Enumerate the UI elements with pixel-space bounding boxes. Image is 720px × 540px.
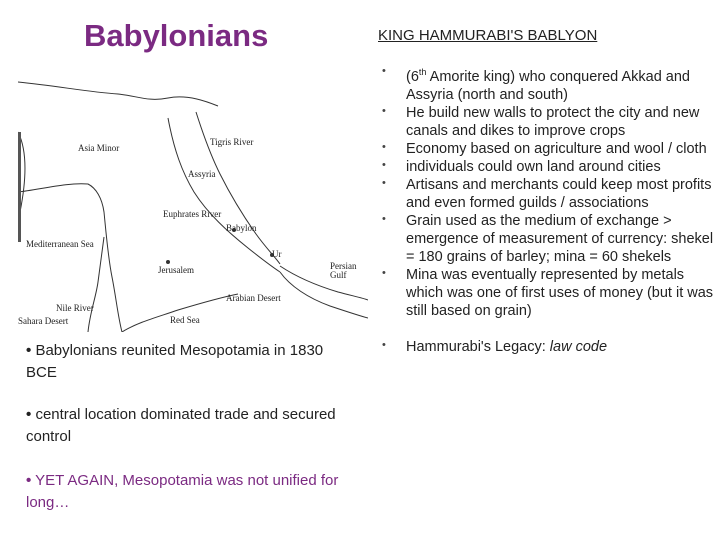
map-label-euphrates: Euphrates River [163, 209, 222, 219]
list-item-text: Economy based on agriculture and wool / cloth [406, 140, 707, 157]
map-label-mediterranean: Mediterranean Sea [26, 239, 94, 249]
list-item-text [406, 69, 690, 103]
map-label-asia-minor: Asia Minor [78, 143, 120, 153]
map-drawing [18, 72, 368, 332]
north-coastline [18, 82, 218, 106]
list-item-text: Grain used as the medium of exchange > emergence of measurement of currency: shekel = 180 grains of barley; mina = 60 shekels [406, 212, 714, 265]
bullet-glyph: • [382, 104, 386, 117]
red-sea [122, 294, 238, 332]
intro-rest: Amorite king) who conquered Akkad and Assyria (north and south) [406, 68, 690, 103]
bullet-dot: • [26, 472, 32, 489]
bullet-text: central location dominated trade and secured control [26, 406, 336, 445]
list-item-text [406, 339, 607, 355]
list-item-economy [378, 140, 714, 158]
bullet-glyph: • [382, 140, 386, 153]
section-heading: KING HAMMURABI'S BABLYON [378, 27, 598, 44]
map-label-ur: Ur [272, 249, 282, 259]
list-item-legacy [378, 338, 714, 356]
list-item-text: He build new walls to protect the city and new canals and dikes to improve crops [406, 104, 700, 139]
nile-river [88, 237, 104, 332]
list-item-text: Artisans and merchants could keep most profits and even formed guilds / associations [406, 176, 712, 211]
map-label-red-sea: Red Sea [170, 315, 200, 325]
list-item-text: individuals could own land around cities [406, 158, 661, 175]
bullet-text: Babylonians reunited Mesopotamia in 1830 BCE [26, 342, 324, 381]
list-item-intro [378, 64, 714, 104]
list-item-walls [378, 104, 714, 140]
list-item-grain [378, 212, 714, 266]
list-item-land [378, 158, 714, 176]
bullet-glyph: • [382, 266, 386, 279]
bullet-glyph: • [382, 212, 386, 225]
bullet-dot: • [26, 342, 32, 359]
intro-prefix: (6 [406, 68, 419, 85]
map-label-babylon: Babylon [226, 223, 257, 233]
left-bullet-reunited [26, 340, 356, 384]
bullet-dot: • [26, 406, 32, 423]
map-label-arabian-desert: Arabian Desert [226, 293, 281, 303]
jerusalem-marker [166, 260, 170, 264]
bullet-glyph: • [382, 65, 386, 77]
map-label-sahara: Sahara Desert [18, 316, 69, 326]
legacy-value: law code [549, 338, 608, 355]
list-item-artisans [378, 176, 714, 212]
page-title: Babylonians [84, 18, 269, 53]
map-label-jerusalem: Jerusalem [158, 265, 194, 275]
legacy-label: Hammurabi's Legacy: [406, 338, 550, 355]
list-item-text: Mina was eventually represented by metals which was one of first uses of money (but it was still based on grain) [406, 266, 714, 319]
list-item-mina [378, 266, 714, 320]
left-bullet-not-unified [26, 470, 356, 514]
map-label-tigris: Tigris River [210, 137, 254, 147]
hammurabi-bullet-list [378, 64, 714, 356]
bullet-text: YET AGAIN, Mesopotamia was not unified for long… [26, 472, 339, 511]
tigris-river [196, 112, 280, 264]
bullet-glyph: • [382, 176, 386, 189]
bullet-glyph: • [382, 158, 386, 171]
left-bullet-trade [26, 404, 356, 448]
map-label-assyria: Assyria [188, 169, 216, 179]
intro-ordinal-suffix: th [418, 67, 427, 77]
map-border-stroke [18, 132, 21, 242]
mesopotamia-map [18, 72, 368, 332]
map-label-persian-gulf: Persian Gulf [330, 261, 357, 281]
map-label-nile: Nile River [56, 303, 94, 313]
bullet-glyph: • [382, 338, 386, 351]
